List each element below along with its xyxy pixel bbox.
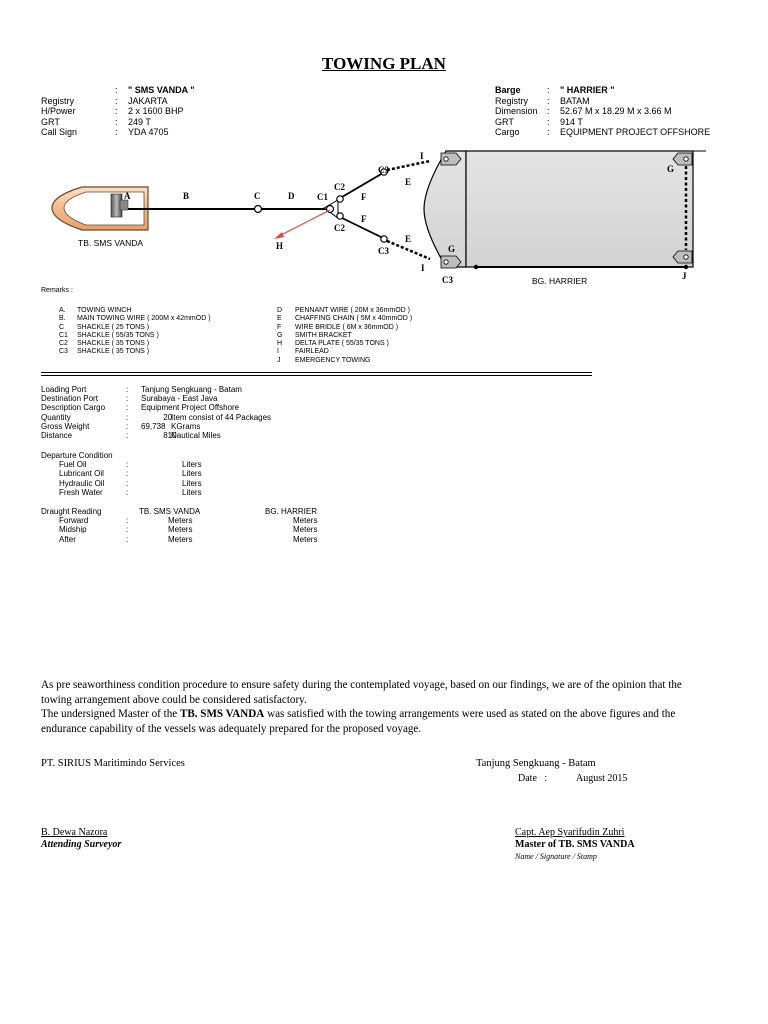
master-name: Capt. Aep Syarifudin Zuhri	[515, 827, 625, 838]
label-a: A	[124, 191, 131, 201]
tug-particulars: : " SMS VANDA " Registry : JAKARTA H/Power : 2 x 1600 BHP GRT : 249 T Call Sign : YDA 4705	[41, 85, 195, 137]
tug-name: " SMS VANDA "	[128, 85, 195, 95]
surveyor-role: Attending Surveyor	[41, 839, 122, 850]
surveyor-name: B. Dewa Nazora	[41, 827, 108, 838]
label-c: C	[254, 191, 261, 201]
barge-particulars: Barge : " HARRIER " Registry : BATAM Dimension : 52.67 M x 18.29 M x 3.66 M GRT : 914 T Cargo : EQUIPMENT PROJECT OFFSHORE	[495, 85, 711, 137]
voyage-info: Loading Port : Tanjung Sengkuang - Batam Destination Port : Surabaya - East Java Description Cargo : Equipment Project Offshore Quantity : 20 Item consist of 44 Packages Gross Weight : 69,738 KGrams Distance : 810 Nautical Miles	[41, 385, 272, 441]
master-role: Master of TB. SMS VANDA	[515, 839, 635, 850]
smith-bracket-bottom-fwd	[441, 256, 461, 268]
separator-top	[41, 372, 592, 373]
chaffing-chain-top	[387, 161, 430, 170]
label-f-bottom: F	[361, 214, 367, 224]
departure-condition: Departure Condition Fuel Oil : Liters Lubricant Oil : Liters Hydraulic Oil : Liters Fresh Water : Liters	[41, 451, 202, 497]
label-c3-barge: C3	[442, 275, 453, 285]
label-f-top: F	[361, 192, 367, 202]
statement-paragraph	[41, 678, 709, 736]
statement-p2: The undersigned Master of the TB. SMS VANDA was satisfied with the towing arrangements were used as stated on the above figures and the endurance capability of the vessels was adequately prepared for the proposed voyage.	[41, 708, 676, 735]
label-c1: C1	[317, 192, 328, 202]
barge	[424, 151, 706, 267]
master-note: Name / Signature / Stamp	[515, 852, 597, 861]
towing-diagram	[0, 140, 768, 290]
label-h: H	[276, 241, 284, 251]
place: Tanjung Sengkuang - Batam	[476, 758, 596, 769]
label-i-top: I	[420, 151, 424, 161]
remarks-title: Remarks :	[41, 287, 73, 294]
remarks-left: A. TOWING WINCH B. MAIN TOWING WIRE ( 200M x 42mmOD ) C SHACKLE ( 25 TONS ) C1 SHACKLE ( 55/35 TONS ) C2 SHACKLE ( 35 TONS ) C3 SHACKLE ( 35 TONS )	[59, 307, 211, 356]
remarks-right: D PENNANT WIRE ( 20M x 36mmOD ) E CHAFFING CHAIN ( 5M x 40mmOD ) F WIRE BRIDLE ( 6M x 36mmOD ) G SMITH BRACKET H DELTA PLATE ( 55/35 TONS ) I FAIRLEAD J EMERGENCY TOWING	[277, 307, 413, 364]
page-title: TOWING PLAN	[322, 54, 446, 73]
label-c3-bottom: C3	[378, 246, 389, 256]
label-c2-top: C2	[334, 182, 345, 192]
barge-name: " HARRIER "	[560, 85, 615, 95]
shackle-c	[255, 206, 262, 213]
label-c3-top: C3	[378, 165, 389, 175]
label-d: D	[288, 191, 295, 201]
label-g-aft: G	[667, 164, 675, 174]
tug-label: TB. SMS VANDA	[78, 238, 144, 248]
separator-bottom	[41, 375, 592, 376]
label-j: J	[682, 271, 687, 281]
label-g-fwd: G	[448, 244, 456, 254]
date-label: Date :	[518, 773, 548, 784]
label-b: B	[183, 191, 190, 201]
label-i-bottom: I	[421, 263, 425, 273]
smith-bracket-top-fwd	[441, 153, 461, 165]
label-c2-bottom: C2	[334, 223, 345, 233]
delta-plate-pointer	[279, 210, 330, 236]
barge-label: BG. HARRIER	[532, 276, 588, 286]
label-e-bottom: E	[405, 234, 412, 244]
statement-p1: As pre seaworthiness condition procedure to ensure safety during the contemplated voyage, based on our findings, we are of the opinion that the towing arrangement above could be considered satisfactory.	[41, 679, 682, 706]
company-name: PT. SIRIUS Maritimindo Services	[41, 758, 185, 769]
label-e-top: E	[405, 177, 412, 187]
draught-reading: Draught Reading TB. SMS VANDA BG. HARRIER Forward : Meters Meters Midship : Meters Meters After : Meters Meters	[41, 507, 318, 544]
date-value: August 2015	[576, 773, 628, 784]
